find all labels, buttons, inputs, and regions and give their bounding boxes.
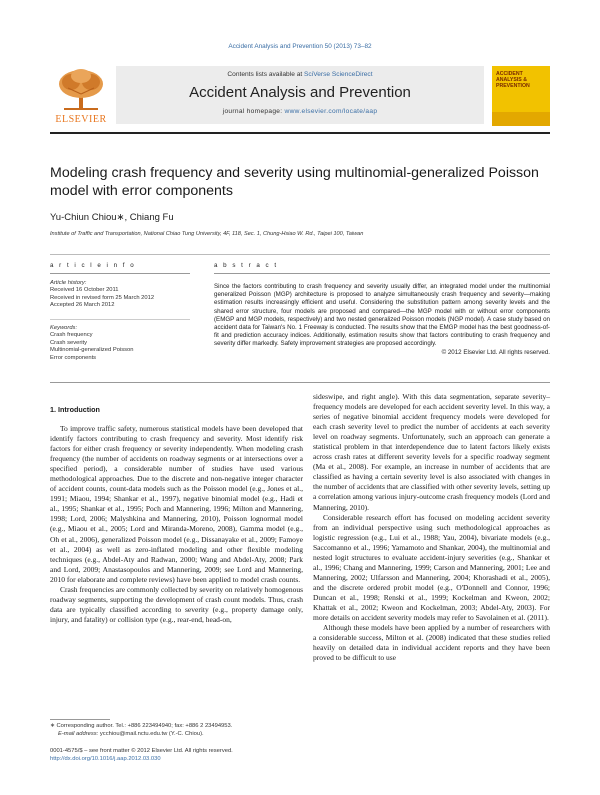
paragraph: Crash frequencies are commonly collected by severity on relatively homogenous roadway segments, supporting the development of crash count models. Thus, crash data are typically classified according to severity (e.g., property damage only, injury, and fatality) or collision type (e.g., rear-end, head-on, [50,584,303,624]
contents-line [116,71,484,78]
paragraph: Considerable research effort has focused on modeling accident severity from an individual perspective using such methodological approaches as logistic regression (e.g., Lui et al., 1988; Yau, 2004), bivariate models (e.g., Saccomanno et al., 1996; Yamamoto and Shankar, 2004), the multinomial and nested logit structures to evaluate accident-injury severities (e.g., Shankar et al., 1996; Chang and Mannering, 1999; Carson and Mannering, 2001; Lee and Mannering, 2002; Ulfarsson and Mannering, 2004; Khorashadi et al., 2005), and the discrete ordered probit model (e.g., O'Donnell and Connor, 1996; Duncan et al., 1998; Renski et al., 1999; Kockelman and Kweon, 2002; Khattak et al., 2002; Kweon and Kockelman, 2003; Abdel-Aty, 2003). For more details on accident severity models may refer to Savolainen et al. (2011). [313,512,550,623]
body-right-column [313,392,550,663]
accepted-date: Accepted 26 March 2012 [50,302,115,309]
paragraph: Although these models have been applied by a number of researchers with a considerable success, Milton et al. (2008) indicated that these studies relied heavily on detailed data in individual accident reports and they have been proved to be difficult to use [313,623,550,663]
cover-band [492,112,550,126]
journal-banner [116,66,484,124]
title-rule [50,254,550,255]
revised-date: Received in revised form 25 March 2012 [50,294,155,301]
email-address[interactable]: ycchiou@mail.nctu.edu.tw (Y.-C. Chiou). [99,730,204,737]
email-label: E-mail address: [58,730,100,737]
sciencedirect-link[interactable]: SciVerse ScienceDirect [304,71,373,78]
email-line [50,731,300,739]
footnote-rule [50,719,110,720]
article-history [50,280,190,310]
journal-homepage-link[interactable]: www.elsevier.com/locate/aap [284,108,378,115]
doi-link[interactable]: http://dx.doi.org/10.1016/j.aap.2012.03.030 [50,755,161,762]
issn-line: 0001-4575/$ – see front matter © 2012 Elsevier Ltd. All rights reserved. [50,748,233,754]
homepage-prefix: journal homepage: [222,108,285,115]
section-heading: 1. Introduction [50,405,100,414]
article-info-label: a r t i c l e i n f o [50,262,136,269]
homepage-line [116,108,484,115]
history-heading: Article history: [50,280,87,286]
journal-title: Accident Analysis and Prevention [189,84,411,101]
affiliation: Institute of Traffic and Transportation, National Chiao Tung University, 4F, 118, Sec. 1, Chung-Hsiao W. Rd., Taipei 100, Taiwan [50,231,364,237]
article-title: Modeling crash frequency and severity using multinomial-generalized Poisson model with error components [50,165,539,199]
paragraph: To improve traffic safety, numerous statistical models have been developed that identify factors contributing to crash frequency and severity. Most identify risk factors for either crash frequency or severity independently. When modeling crash frequency (the number of accidents on roadway segments or at intersections over a specified period), a considerable number of studies have used various methodological approaches. Due to the discrete and non-negative integer character of accident counts, count-data models such as the Poisson model (e.g., Jones et al., 1991; Miaou, 1994; Shankar et al., 1997), negative binomial model (e.g., Hadi et al., 1995; Shankar et al., 1995; Poch and Mannering, 1996; Milton and Mannering, 1998; Lord, 2006; Malyshkina and Mannering, 2010), Poisson lognormal model (e.g., Miaou et al., 2005; Lord and Miranda-Moreno, 2008), Gamma model (e.g., Oh et al., 2006), generalized Poisson model (e.g., Dissanayake et al., 2009; Famoye et al., 2004) as well as zero-inflated modeling and other flexible modeling techniques (e.g., Abdel-Aty and Radwan, 2000; Wang and Abdel-Aty, 2008; Park and Lord, 2009; Anastasopoulos and Mannering, 2009; see Lord and Mannering, 2010 for elaborate and complete reviews) have been applied to model crash counts. [50,424,303,584]
keyword: Multinomial-generalized Poisson [50,347,134,354]
keywords-block [50,325,190,362]
paragraph: sideswipe, and right angle). With this data segmentation, separate severity–frequency models are developed for each accident severity level. In this way, a series of negative binomial accident frequency models were developed for each crash severity level to predict the number of accidents at each severity level on roadway segments. Unfortunately, such an approach can generate a statistical problem in that interdependence due to latent factors likely exists across crash rates at different severity levels for a specific roadway segment (Ma et al., 2008). For example, an increase in number of accidents that are classified as having a certain severity level is also associated with changes in the number of accidents that are classified with other severity levels, setting up a correlation among various injury-outcome crash frequency models (Lord and Mannering, 2010). [313,392,550,512]
received-date: Received 16 October 2011 [50,287,119,294]
keyword: Crash severity [50,339,88,346]
keyword: Error components [50,354,97,361]
footnote [50,723,300,738]
abstract-rule [214,273,550,274]
authors: Yu-Chiun Chiou∗, Chiang Fu [50,212,174,223]
abstract-label: a b s t r a c t [214,262,279,269]
header-rule [50,132,550,134]
corresponding-author: ∗ Corresponding author. Tel.: +886 223494940; fax: +886 2 23494953. [50,723,233,729]
journal-citation[interactable]: Accident Analysis and Prevention 50 (2013) 73–82 [228,43,372,50]
elsevier-logo [50,66,112,128]
cover-title: ACCIDENT ANALYSIS & PREVENTION [496,71,530,89]
keyword: Crash frequency [50,332,93,339]
body-left-column [50,405,303,625]
abstract-bottom-rule [50,382,550,383]
abstract-text: Since the factors contributing to crash frequency and severity usually differ, an integrated model under the multinomial generalized Poisson (MGP) architecture is proposed to analyze simultaneously crash frequency and severity—making estimation results increasingly efficient and useful. Considering the substitution pattern among severity levels and the shared error structure, four models are proposed and compared—the MGP model with or without error components (EMGP and MGP models, respectively) and two nested generalized Poisson models (NGP model). A case study based on accident data for Taiwan's No. 1 Freeway is conducted. The results show that the EMGP model has the best goodness-of-fit and prediction accuracy indices. Additionally, estimation results show that factors contributing to crash frequency and severity differ markedly. Safety improvement strategies are proposed accordingly. [214,283,550,348]
publisher-name: ELSEVIER [55,114,107,125]
elsevier-tree-icon [56,68,106,112]
abstract-copyright: © 2012 Elsevier Ltd. All rights reserved. [441,348,550,356]
journal-cover [492,66,550,126]
abstract [214,283,550,357]
keywords-rule [50,319,190,320]
article-identifiers [50,748,300,763]
contents-prefix: Contents lists available at [227,71,305,78]
keywords-heading: Keywords: [50,325,78,331]
article-info-rule [50,273,190,274]
